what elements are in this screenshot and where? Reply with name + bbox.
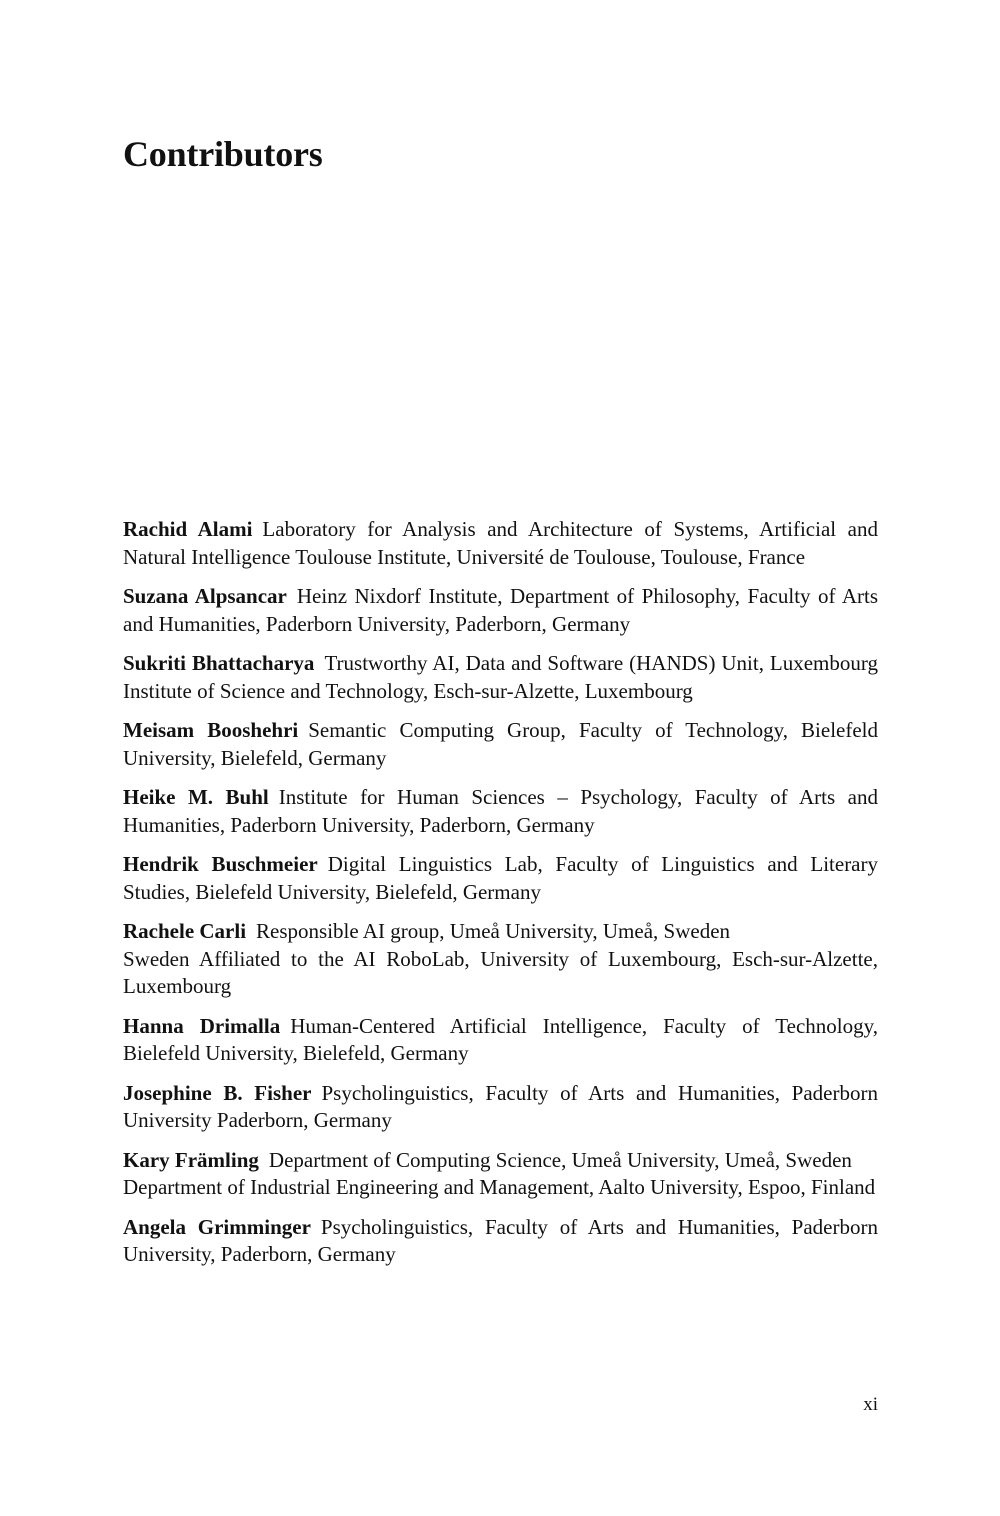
contributor-name: Rachid Alami: [123, 517, 253, 541]
contributor-entry: [123, 583, 878, 638]
contributor-entry: [123, 516, 878, 571]
contributor-name: Meisam Booshehri: [123, 718, 299, 742]
contributor-affiliation: Psycholinguistics, Faculty of Arts and Humanities, Paderborn University Paderborn, Germany: [123, 1080, 878, 1132]
contributor-name: Sukriti Bhattacharya: [123, 651, 315, 675]
contributor-name: Angela Grimminger: [123, 1214, 311, 1239]
contributor-affiliation: Semantic Computing Group, Faculty of Technology, Bielefeld University, Bielefeld, Germany: [123, 718, 879, 770]
contributor-name: Kary Främling: [123, 1147, 259, 1172]
contributor-affiliation: Heinz Nixdorf Institute, Department of Philosophy, Faculty of Arts and Humanities, Paderborn University, Paderborn, Germany: [123, 584, 879, 636]
contributor-affiliation: Laboratory for Analysis and Architecture of Systems, Artificial and Natural Intelligence Toulouse Institute, Université de Toulouse, Toulouse, France: [123, 517, 878, 569]
contributor-entry: [123, 650, 878, 705]
contributor-name: Josephine B. Fisher: [123, 1080, 312, 1105]
contributor-affiliation: Department of Computing Science, Umeå University, Umeå, Sweden: [268, 1147, 852, 1172]
contributor-entry: [123, 717, 878, 772]
contributor-affiliation: Department of Industrial Engineering and Management, Aalto University, Espoo, Finland: [123, 1175, 876, 1199]
contributor-entry: [123, 1013, 878, 1068]
contributor-affiliation: Psycholinguistics, Faculty of Arts and Humanities, Paderborn University, Paderborn, Germany: [123, 1214, 878, 1266]
contributor-entry: [123, 1214, 878, 1269]
contributor-affiliation: Trustworthy AI, Data and Software (HANDS) Unit, Luxembourg Institute of Science and Technology, Esch-sur-Alzette, Luxembourg: [123, 651, 878, 703]
contributor-name: Suzana Alpsancar: [123, 584, 287, 608]
contributor-affiliation: Responsible AI group, Umeå University, Umeå, Sweden: [256, 919, 731, 943]
contributor-entry: [123, 851, 878, 906]
contributor-affiliation: Institute for Human Sciences – Psychology, Faculty of Arts and Humanities, Paderborn University, Paderborn, Germany: [123, 785, 878, 837]
contributor-entry: [123, 918, 878, 1001]
contributor-name: Heike M. Buhl: [123, 785, 269, 809]
page-title: Contributors: [123, 134, 323, 174]
page-number: xi: [863, 1394, 878, 1415]
contributor-name: Hanna Drimalla: [123, 1013, 281, 1038]
contributor-affiliation: Human-Centered Artificial Intelligence, Faculty of Technology, Bielefeld University, Bielefeld, Germany: [123, 1013, 878, 1065]
contributor-name: Hendrik Buschmeier: [123, 852, 318, 876]
contributor-entry: [123, 1147, 878, 1202]
contributor-name: Rachele Carli: [123, 919, 247, 943]
contributors-list: [123, 516, 878, 1281]
contributor-entry: [123, 784, 878, 839]
contributor-affiliation: Sweden Affiliated to the AI RoboLab, University of Luxembourg, Esch-sur-Alzette, Luxembourg: [123, 946, 878, 998]
contributor-affiliation: Digital Linguistics Lab, Faculty of Linguistics and Literary Studies, Bielefeld University, Bielefeld, Germany: [123, 852, 878, 904]
contributor-entry: [123, 1080, 878, 1135]
